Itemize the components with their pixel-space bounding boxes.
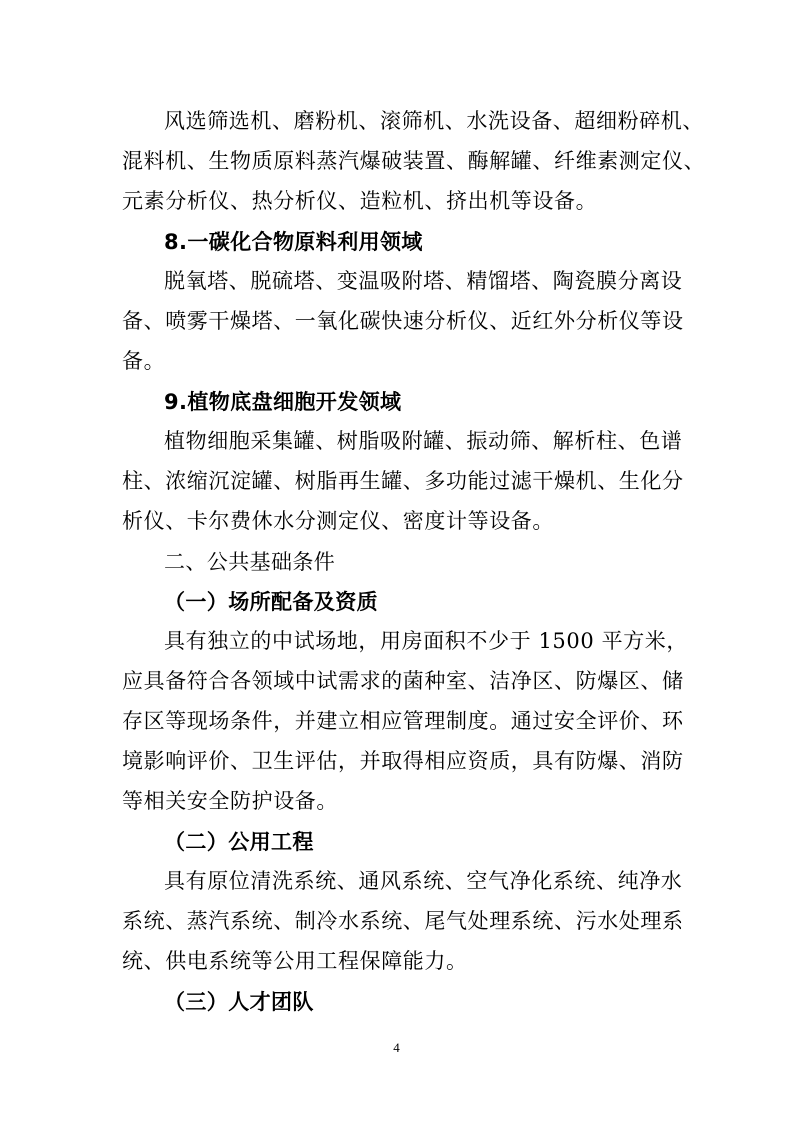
paragraph-line: 境影响评价、卫生评估，并取得相应资质，具有防爆、消防 (122, 749, 684, 773)
paragraph-line: 等相关安全防护设备。 (122, 789, 338, 813)
paragraph-line: 柱、浓缩沉淀罐、树脂再生罐、多功能过滤干燥机、生化分 (122, 469, 684, 493)
subheading-8: 8.一碳化合物原料利用领域 (164, 230, 423, 254)
subsection-heading-1: （一）场所配备及资质 (164, 590, 378, 614)
paragraph-line: 系统、蒸汽系统、制冷水系统、尾气处理系统、污水处理系 (122, 909, 684, 933)
paragraph-line: 应具备符合各领域中试需求的菌种室、洁净区、防爆区、储 (122, 669, 684, 693)
paragraph-line: 具有原位清洗系统、通风系统、空气净化系统、纯净水 (164, 869, 683, 893)
paragraph-line: 混料机、生物质原料蒸汽爆破装置、酶解罐、纤维素测定仪、 (122, 149, 706, 173)
paragraph-line: 风选筛选机、磨粉机、滚筛机、水洗设备、超细粉碎机、 (164, 109, 704, 133)
subsection-heading-2: （二）公用工程 (164, 830, 314, 854)
paragraph-line: 存区等现场条件，并建立相应管理制度。通过安全评价、环 (122, 709, 684, 733)
paragraph-line: 脱氧塔、脱硫塔、变温吸附塔、精馏塔、陶瓷膜分离设 (164, 269, 683, 293)
paragraph-line: 具有独立的中试场地，用房面积不少于 1500 平方米， (164, 629, 688, 653)
subsection-heading-3: （三）人才团队 (164, 990, 314, 1014)
subheading-9: 9.植物底盘细胞开发领域 (164, 390, 402, 414)
paragraph-line: 备。 (122, 349, 166, 373)
paragraph-line: 备、喷雾干燥塔、一氧化碳快速分析仪、近红外分析仪等设 (122, 309, 684, 333)
paragraph-line: 统、供电系统等公用工程保障能力。 (122, 949, 468, 973)
section-heading: 二、公共基础条件 (164, 550, 336, 574)
paragraph-line: 析仪、卡尔费休水分测定仪、密度计等设备。 (122, 509, 554, 533)
page-number: 4 (393, 1040, 400, 1055)
paragraph-line: 元素分析仪、热分析仪、造粒机、挤出机等设备。 (122, 189, 598, 213)
paragraph-line: 植物细胞采集罐、树脂吸附罐、振动筛、解析柱、色谱 (164, 429, 683, 453)
